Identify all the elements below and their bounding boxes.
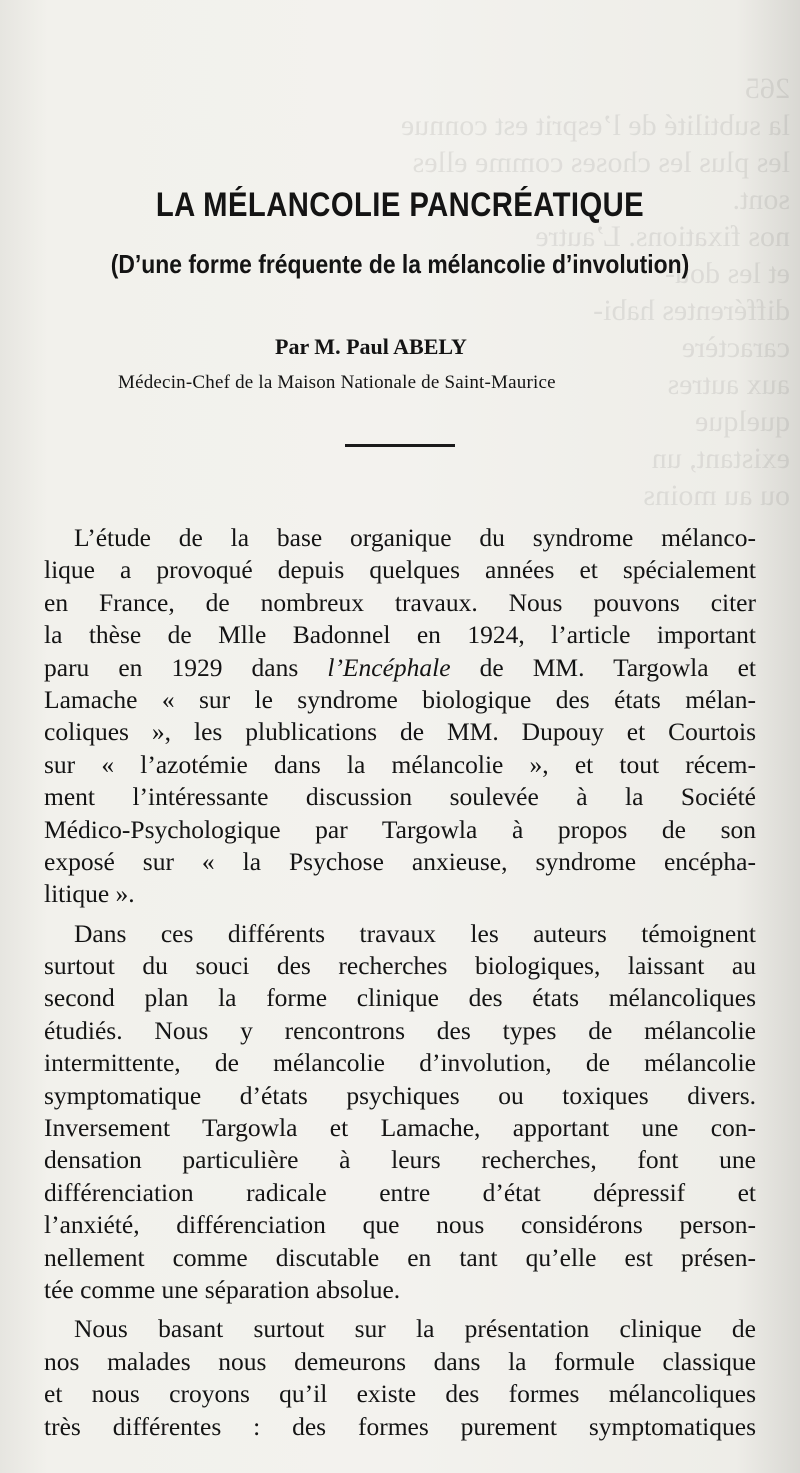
text-line: nos malades nous demeurons dans la formule classique bbox=[44, 1346, 756, 1376]
paragraph-1 bbox=[44, 522, 756, 911]
author-byline: Par M. Paul ABELY bbox=[275, 334, 467, 359]
text-line: Dans ces différents travaux les auteurs témoignent bbox=[74, 918, 756, 948]
text-line: exposé sur « la Psychose anxieuse, syndrome encépha- bbox=[44, 846, 756, 876]
text-line: sur « l’azotémie dans la mélancolie », et tout récem- bbox=[44, 749, 756, 779]
text-line: Médico-Psychologique par Targowla à propos de son bbox=[44, 814, 756, 844]
text-line: et nous croyons qu’il existe des formes mélancoliques bbox=[44, 1379, 756, 1409]
text-line: très différentes : des formes purement symptomatiques bbox=[44, 1411, 756, 1441]
bleed-through-text: 265 la subtilité de l’esprit est connue les plus les choses comme elles sont. nos fixations. L’autre et les dou- différentes habi- caractère aux autres quelque existant, un ou au moins bbox=[400, 72, 790, 512]
text-line: paru en 1929 dans l’Encéphale de MM. Targowla et bbox=[44, 652, 756, 682]
text-line: nellement comme discutable en tant qu’elle est présen- bbox=[44, 1242, 756, 1272]
text-line: Inversement Targowla et Lamache, apportant une con- bbox=[44, 1113, 756, 1143]
article-subtitle: (D’une forme fréquente de la mélancolie d’involution) bbox=[110, 249, 690, 279]
author-affiliation: Médecin-Chef de la Maison Nationale de Saint-Maurice bbox=[118, 372, 556, 393]
text-line: densation particulière à leurs recherches, font une bbox=[44, 1145, 756, 1175]
text-line: différenciation radicale entre d’état dépressif et bbox=[44, 1177, 756, 1207]
text-line: l’anxiété, différenciation que nous considérons person- bbox=[44, 1210, 756, 1240]
text-line: tée comme une séparation absolue. bbox=[44, 1274, 401, 1304]
text-line: second plan la forme clinique des états mélancoliques bbox=[44, 983, 756, 1013]
paragraph-3 bbox=[44, 1313, 756, 1443]
text-line: Lamache « sur le syndrome biologique des états mélan- bbox=[44, 684, 756, 714]
text-line: lique a provoqué depuis quelques années et spécialement bbox=[44, 555, 756, 585]
text-line: étudiés. Nous y rencontrons des types de mélancolie bbox=[44, 1015, 756, 1045]
text-line: Nous basant surtout sur la présentation clinique de bbox=[74, 1314, 756, 1344]
text-line: en France, de nombreux travaux. Nous pouvons citer bbox=[44, 587, 756, 617]
text-line: ment l’intéressante discussion soulevée à la Société bbox=[44, 782, 756, 812]
article-title: LA MÉLANCOLIE PANCRÉATIQUE bbox=[155, 186, 645, 224]
text-line: la thèse de Mlle Badonnel en 1924, l’article important bbox=[44, 620, 756, 650]
separator-rule bbox=[345, 444, 455, 447]
article-body bbox=[44, 522, 756, 1443]
paragraph-2 bbox=[44, 918, 756, 1307]
text-line: coliques », les plublications de MM. Dupouy et Courtois bbox=[44, 717, 756, 747]
text-line: symptomatique d’états psychiques ou toxiques divers. bbox=[44, 1080, 756, 1110]
text-line: intermittente, de mélancolie d’involution, de mélancolie bbox=[44, 1048, 756, 1078]
text-line: litique ». bbox=[44, 879, 135, 909]
text-line: surtout du souci des recherches biologiques, laissant au bbox=[44, 951, 756, 981]
text-line: L’étude de la base organique du syndrome mélanco- bbox=[74, 523, 756, 552]
